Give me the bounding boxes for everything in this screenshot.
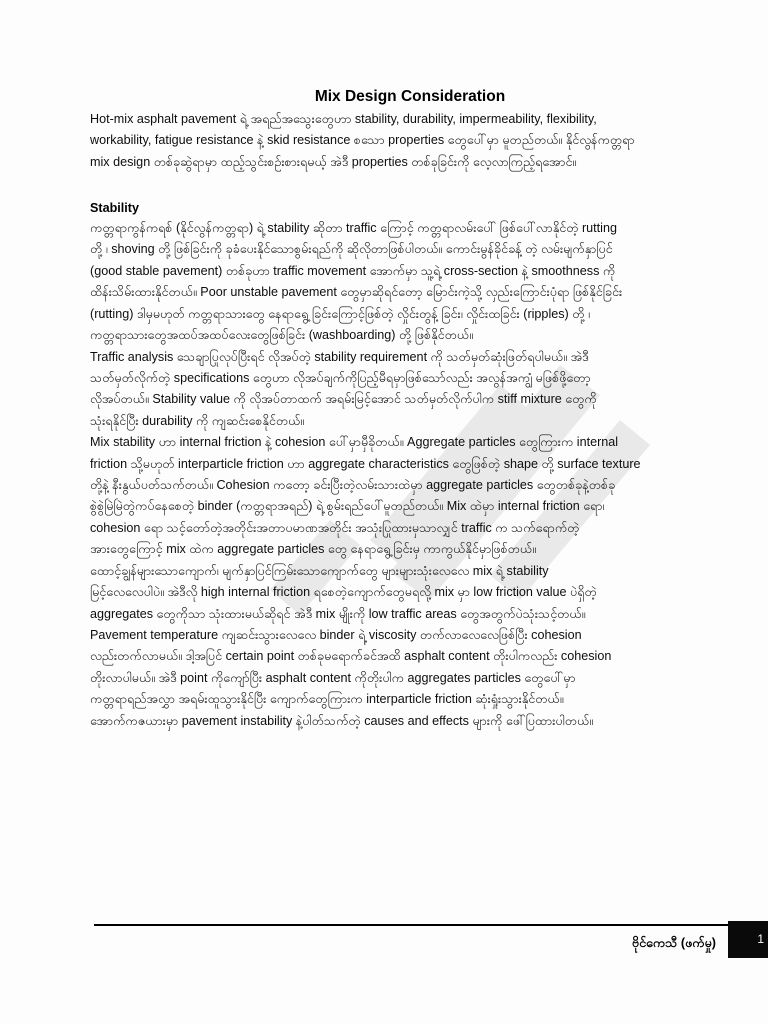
body-line: လည်းတက်လာမယ်။ ဒါ့အပြင် certain point တစ်ခုမရောက်ခင်အထိ asphalt content တိုးပါကလည်း cohesion — [90, 649, 612, 664]
footer-rule — [94, 924, 730, 926]
body-line: သတ်မှတ်လိုက်တဲ့ specifications တွေဟာ လိုအပ်ချက်ကိုပြည့်မီရမှာဖြစ်သော်လည်း အလွန်အကျွံ မဖြစ်ဖို့တော့ — [90, 370, 591, 385]
body-line: တို့နဲ့ နီးနွယ်ပတ်သက်တယ်။ Cohesion ကတော့ ခင်းပြီးတဲ့လမ်းသားထဲမှာ aggregate particles တွေတစ်ခုနဲ့တစ်ခု — [90, 478, 616, 493]
body-line: Traffic analysis သေချာပြုလုပ်ပြီးရင် လိုအပ်တဲ့ stability requirement ကို သတ်မှတ်ဆုံးဖြတ်ရပါမယ်။ အဲဒီ — [90, 349, 589, 364]
body-line: သုံးရနိုင်ပြီး durability ကို ကျဆင်းစေနိုင်တယ်။ — [90, 413, 305, 428]
body-line: ကတ္တရာကွန်ကရစ် (နိုင်လွန်ကတ္တရာ) ရဲ့ stability ဆိုတာ traffic ကြောင့် ကတ္တရာလမ်းပေါ် ဖြစ်ပေါ်လာနိုင်တဲ့ rutting — [90, 221, 617, 235]
page-number-box — [728, 921, 768, 958]
body-line: လိုအပ်တယ်။ Stability value ကို လိုအပ်တာထက် အရမ်းမြင့်အောင် သတ်မှတ်လိုက်ပါက stiff mixture တွေကို — [90, 392, 597, 407]
page-title: Mix Design Consideration — [314, 88, 506, 105]
body-line: Pavement temperature ကျဆင်းသွားလေလေ binder ရဲ့ viscosity တက်လာလေလေဖြစ်ပြီး cohesion — [90, 628, 582, 643]
body-line: cohesion ရော သင့်တော်တဲ့အတိုင်းအတာပမာဏအတိုင်း အသုံးပြုထားမှသာလျှင် traffic က သက်ရောက်တဲ့ — [90, 520, 580, 535]
intro-line: Hot-mix asphalt pavement ရဲ့ အရည်အသွေးတွေဟာ stability, durability, impermeability, flexibility, — [90, 112, 597, 126]
body-line: တို့ ၊ shoving တို့ ဖြစ်ခြင်းကို ခုခံပေးနိုင်သောစွမ်းရည်ကို ဆိုလိုတာဖြစ်ပါတယ်။ ကောင်းမွန်ခိုင်ခန့် တဲ့ လမ်းမျက်နှာပြင် — [90, 242, 613, 257]
stability-body — [90, 218, 728, 732]
intro-paragraph — [90, 109, 728, 173]
body-line: အားတွေကြောင့် mix ထဲက aggregate particles တွေ နေရာရွေ့ခြင်းမှ ကာကွယ်နိုင်မှာဖြစ်တယ်။ — [90, 542, 536, 557]
intro-line: mix design တစ်ခုဆွဲရာမှာ ထည့်သွင်းစဉ်းစားရမယ့် အဲဒီ properties တစ်ခုခြင်းကို လေ့လာကြည့်ရအောင်။ — [90, 154, 577, 169]
body-line: ကတ္တရာသားတွေအထပ်အထပ်လေးတွေဖြစ်ခြင်း (washboarding) တို့ ဖြစ်နိုင်တယ်။ — [90, 328, 473, 343]
intro-line: workability, fatigue resistance နဲ့ skid resistance စသော properties တွေပေါ်မှာ မူတည်တယ်။ နိုင်လွန်ကတ္တရာ — [90, 133, 635, 148]
body-line: အောက်ကဇယားမှာ pavement instability နဲ့ပါတ်သက်တဲ့ causes and effects များကို ဖေါ်ပြထားပါတယ်။ — [90, 713, 594, 728]
body-line: ထောင့်ချွန်များသောကျောက်၊ မျက်နှာပြင်ကြမ်းသောကျောက်တွေ များများသုံးလေလေ mix ရဲ့ stability — [90, 563, 549, 578]
body-line: (good stable pavement) တစ်ခုဟာ traffic movement အောက်မှာ သူ့ရဲ့ cross-section နဲ့ smoothness ကို — [90, 263, 616, 278]
body-line: တိုးလာပါမယ်။ အဲဒီ point ကိုကျော်ပြီး asphalt content ကိုတိုးပါက aggregates particles တွေပေါ်မှာ — [90, 670, 576, 685]
section-heading: Stability — [90, 201, 139, 215]
footer-author: ဗိုင်ကေသီ (ဖက်မှု) — [631, 936, 716, 950]
page-number: 1 — [757, 932, 764, 946]
body-line: စွဲစွဲမြဲမြဲတွဲကပ်နေစေတဲ့ binder (ကတ္တရာအရည်) ရဲ့ စွမ်းရည်ပေါ်မူတည်တယ်။ Mix ထဲမှာ internal friction ရော၊ — [90, 499, 605, 514]
body-line: မြင့်လေလေပါပဲ။ အဲဒီလို high internal friction ရစေတဲ့ကျောက်တွေမရလို့ mix မှာ low friction value ပဲရှိတဲ့ — [90, 585, 597, 600]
body-line: aggregates တွေကိုသာ သုံးထားမယ်ဆိုရင် အဲဒီ mix မျိုးကို low traffic areas တွေအတွက်ပဲသုံးသင့်တယ်။ — [90, 606, 586, 621]
body-line: (rutting) ဒါမှမဟုတ် ကတ္တရာသားတွေ နေရာရွေ့ ခြင်းကြောင့်ဖြစ်တဲ့ လှိုင်းတွန့် ခြင်း၊ လှိုင်းထခြင်း (ripples) တို့ ၊ — [90, 306, 590, 321]
body-line: ထိန်းသိမ်းထားနိုင်တယ်။ Poor unstable pavement တွေမှာဆိုရင်တော့ မြောင်းကဲ့သို့ လှည်းကြောင်းပုံရာ ဖြစ်နိုင်ခြင်း — [90, 285, 623, 300]
body-line: Mix stability ဟာ internal friction နဲ့ cohesion ပေါ်မှာမှီခိုတယ်။ Aggregate particles တွေကြားက internal — [90, 435, 619, 450]
body-line: friction သို့မဟုတ် interparticle friction ဟာ aggregate characteristics တွေဖြစ်တဲ့ shape တို့ surface texture — [90, 456, 641, 471]
body-line: ကတ္တရာရည်အလွှာ အရမ်းထူသွားနိုင်ပြီး ကျောက်တွေကြားက interparticle friction ဆုံးရှုံးသွားနိုင်တယ်။ — [90, 692, 564, 707]
